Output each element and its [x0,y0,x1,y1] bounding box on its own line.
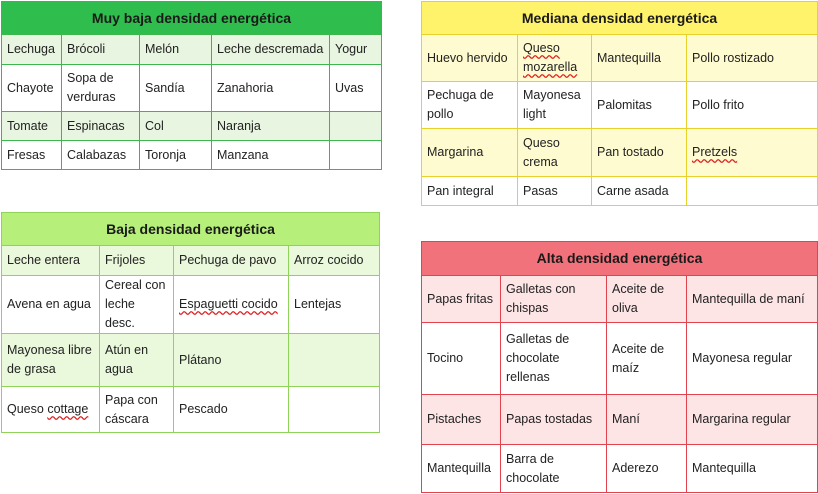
table-cell: Pretzels [687,129,818,177]
table-cell: Brócoli [62,35,140,65]
table-cell [289,334,380,387]
table-cell: Mayonesa light [518,82,592,129]
table-cell [330,141,382,170]
table-cell: Espinacas [62,112,140,141]
table-baja [1,212,380,433]
table-cell: Palomitas [592,82,687,129]
table-cell: Margarina [422,129,518,177]
table-cell: Pollo frito [687,82,818,129]
table-cell: Espaguetti cocido [174,276,289,334]
table-cell: Arroz cocido [289,246,380,276]
table-cell: Pollo rostizado [687,35,818,82]
table-cell: Yogur [330,35,382,65]
table-cell: Mantequilla [687,445,818,493]
table-cell: Queso cottage [2,387,100,433]
table-cell: Atún en agua [100,334,174,387]
table-title: Alta densidad energética [422,242,818,276]
table-cell: Manzana [212,141,330,170]
table-cell: Toronja [140,141,212,170]
table-cell: Uvas [330,65,382,112]
table-cell: Papas tostadas [501,395,607,445]
table-cell: Fresas [2,141,62,170]
table-cell: Pan integral [422,177,518,206]
table-muy-baja [1,1,382,170]
table-cell: Aceite de oliva [607,276,687,323]
table-cell: Galletas con chispas [501,276,607,323]
table-cell: Plátano [174,334,289,387]
table-cell: Mayonesa libre de grasa [2,334,100,387]
table-cell: Carne asada [592,177,687,206]
table-cell: Frijoles [100,246,174,276]
table-cell: Leche entera [2,246,100,276]
table-cell: Queso crema [518,129,592,177]
table-title: Muy baja densidad energética [2,2,382,35]
table-cell: Cereal con leche desc. [100,276,174,334]
table-cell: Calabazas [62,141,140,170]
table-cell: Mantequilla [422,445,501,493]
table-cell: Galletas de chocolate rellenas [501,323,607,395]
table-cell: Pasas [518,177,592,206]
table-cell: Mantequilla de maní [687,276,818,323]
table-title: Baja densidad energética [2,213,380,246]
table-cell: Aceite de maíz [607,323,687,395]
table-cell: Pechuga de pollo [422,82,518,129]
table-cell: Queso mozarella [518,35,592,82]
table-alta [421,241,818,493]
table-cell: Maní [607,395,687,445]
table-cell: Aderezo [607,445,687,493]
table-cell: Chayote [2,65,62,112]
table-cell: Papas fritas [422,276,501,323]
table-cell: Zanahoria [212,65,330,112]
table-cell [687,177,818,206]
table-cell [289,387,380,433]
table-cell: Papa con cáscara [100,387,174,433]
table-cell: Tomate [2,112,62,141]
table-cell: Naranja [212,112,330,141]
table-cell: Pistaches [422,395,501,445]
table-cell: Mantequilla [592,35,687,82]
table-cell: Melón [140,35,212,65]
table-cell: Pescado [174,387,289,433]
table-cell: Lentejas [289,276,380,334]
table-cell [330,112,382,141]
table-mediana [421,1,818,206]
table-cell: Huevo hervido [422,35,518,82]
table-cell: Avena en agua [2,276,100,334]
table-cell: Margarina regular [687,395,818,445]
table-cell: Sandía [140,65,212,112]
table-cell: Leche descremada [212,35,330,65]
table-cell: Pechuga de pavo [174,246,289,276]
table-cell: Mayonesa regular [687,323,818,395]
table-cell: Tocino [422,323,501,395]
table-cell: Lechuga [2,35,62,65]
table-cell: Pan tostado [592,129,687,177]
table-cell: Sopa de verduras [62,65,140,112]
table-cell: Barra de chocolate [501,445,607,493]
table-title: Mediana densidad energética [422,2,818,35]
table-cell: Col [140,112,212,141]
